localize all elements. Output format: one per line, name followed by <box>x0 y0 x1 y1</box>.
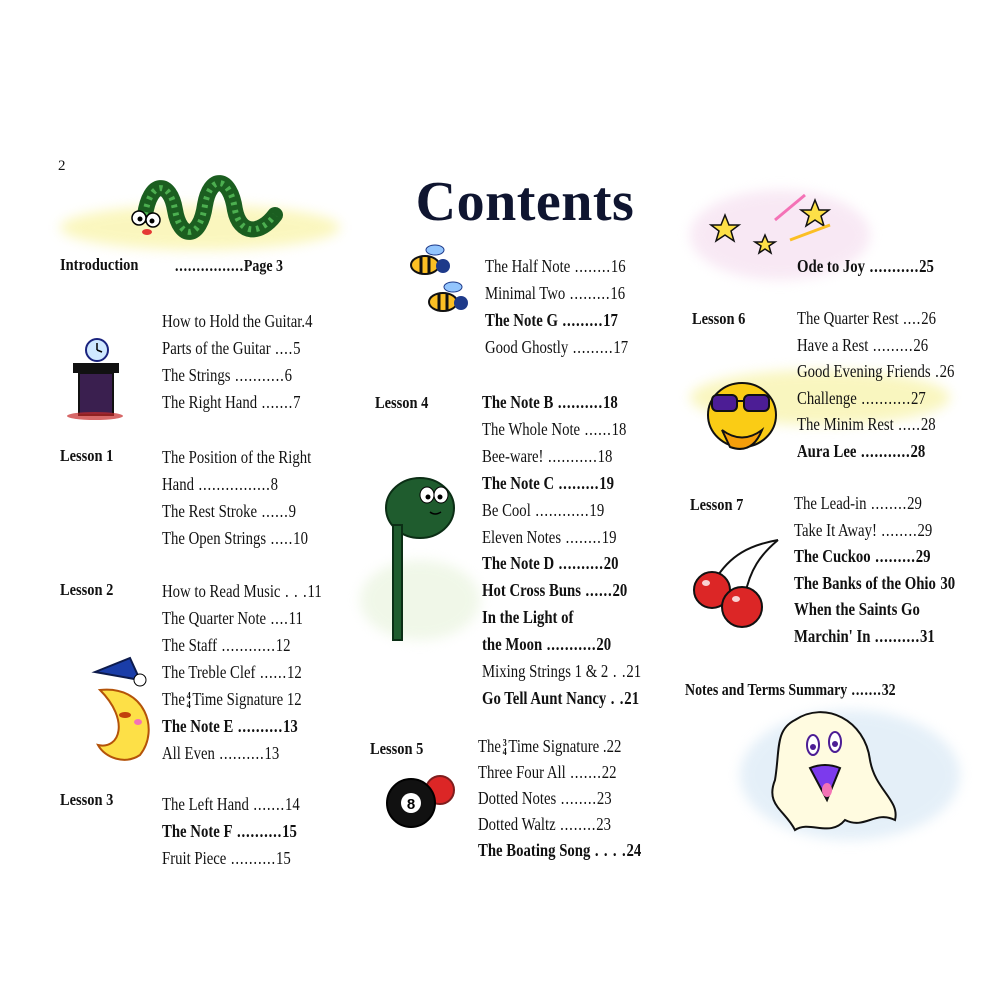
entry-dots: ........... <box>856 388 911 408</box>
entry-dots: ....... <box>248 794 285 814</box>
entry-page: 18 <box>602 392 618 412</box>
entry-dots: ........ <box>866 493 908 513</box>
toc-entry[interactable] <box>162 473 278 495</box>
toc-entry[interactable] <box>162 661 302 683</box>
entry-title: The Position of the Right <box>162 447 312 467</box>
entry-page: 16 <box>610 256 626 276</box>
entry-page: 20 <box>596 634 612 654</box>
entry-title: Time Signature <box>192 689 284 709</box>
entry-dots: ........... <box>230 365 285 385</box>
entry-page: 7 <box>293 392 301 412</box>
entry-title: The Rest Stroke <box>162 501 258 521</box>
entry-page: 17 <box>613 337 629 357</box>
toc-entry[interactable] <box>485 309 618 331</box>
toc-entry[interactable] <box>797 334 928 356</box>
entry-dots: .... <box>898 308 922 328</box>
toc-entry[interactable] <box>478 761 617 783</box>
toc-entry[interactable] <box>162 793 300 815</box>
toc-entry[interactable] <box>482 472 614 494</box>
entry-title: The Note E <box>162 716 234 736</box>
entry-page: 15 <box>275 848 291 868</box>
duck-sunglasses-icon <box>700 375 785 465</box>
toc-entry[interactable] <box>482 499 604 521</box>
entry-dots: ...... <box>580 419 612 439</box>
entry-page: 20 <box>612 580 628 600</box>
entry-title: The Right Hand <box>162 392 258 412</box>
entry-title: The Open Strings <box>162 528 267 548</box>
entry-title: Good Ghostly <box>485 337 569 357</box>
entry-page: 10 <box>293 528 308 548</box>
entry-title: Three Four All <box>478 762 566 782</box>
toc-entry[interactable] <box>162 364 292 386</box>
entry-title: the Moon <box>482 634 543 654</box>
toc-entry[interactable] <box>482 391 618 413</box>
entry-title: Parts of the Guitar <box>162 338 271 358</box>
entry-title: The Strings <box>162 365 231 385</box>
entry-page: .4 <box>301 311 313 331</box>
entry-title: Challenge <box>797 388 857 408</box>
toc-entry[interactable] <box>482 606 573 628</box>
entry-page: 14 <box>284 794 300 814</box>
toc-entry[interactable] <box>797 360 954 382</box>
entry-title: The Whole Note <box>482 419 581 439</box>
entry-title: The Boating Song <box>478 840 591 860</box>
toc-entry[interactable] <box>794 625 935 647</box>
entry-dots: .......... <box>233 716 283 736</box>
entry-page: 5 <box>293 338 301 358</box>
entry-page: 6 <box>284 365 292 385</box>
entry-page: 23 <box>596 788 612 808</box>
toc-entry[interactable] <box>162 337 301 359</box>
entry-dots: ............ <box>217 635 276 655</box>
toc-entry[interactable] <box>797 413 936 435</box>
entry-title: Time Signature <box>508 736 600 756</box>
toc-entry[interactable] <box>478 839 641 861</box>
entry-title: All Even <box>162 743 215 763</box>
half-note-character-icon <box>375 470 470 645</box>
entry-page: 26 <box>921 308 936 328</box>
entry-page: 8 <box>270 474 279 494</box>
toc-entry[interactable] <box>162 634 290 656</box>
entry-title: The Staff <box>162 635 218 655</box>
page-number: 2 <box>58 158 66 174</box>
time-signature-bottom: 4 <box>502 746 507 758</box>
entry-dots: ........ <box>876 520 918 540</box>
entry-title: The Quarter Note <box>162 608 267 628</box>
entry-page: 17 <box>603 310 618 330</box>
entry-dots: .......... <box>232 821 283 841</box>
entry-dots: ...... <box>580 580 613 600</box>
toc-entry[interactable] <box>162 820 297 842</box>
entry-page: 28 <box>910 441 926 461</box>
entry-title: Notes and Terms Summary <box>685 680 848 699</box>
entry-dots: ........ <box>556 788 597 808</box>
entry-title: Dotted Waltz <box>478 814 556 834</box>
entry-dots: ..... <box>893 414 921 434</box>
entry-page: 16 <box>610 283 626 303</box>
toc-entry[interactable] <box>794 492 922 514</box>
intro-label: Introduction <box>60 255 139 274</box>
entry-page: 29 <box>907 493 922 513</box>
toc-entry[interactable] <box>485 255 626 277</box>
toc-entry[interactable] <box>482 418 626 440</box>
entry-dots: ......... <box>568 337 614 357</box>
entry-dots: ......... <box>557 310 604 330</box>
entry-dots: ....... <box>565 762 602 782</box>
entry-page: 27 <box>910 388 926 408</box>
toc-entry[interactable] <box>478 813 611 835</box>
toc-entry[interactable] <box>485 336 628 358</box>
entry-page: 19 <box>601 527 617 547</box>
toc-entry[interactable] <box>162 500 296 522</box>
entry-page: 12 <box>286 689 302 709</box>
entry-page: 11 <box>288 608 303 628</box>
bees-icon <box>395 240 490 330</box>
entry-title: The Note F <box>162 821 233 841</box>
toc-entry[interactable] <box>478 735 621 757</box>
entry-page: 28 <box>920 414 936 434</box>
entry-title: The Quarter Rest <box>797 308 899 328</box>
intro-page: Page 3 <box>243 256 283 275</box>
shooting-stars-icon <box>705 185 845 265</box>
entry-title: Ode to Joy <box>797 256 866 276</box>
entry-page: 26 <box>913 335 929 355</box>
toc-entry[interactable] <box>794 598 920 620</box>
lesson-7-label: Lesson 7 <box>690 495 744 514</box>
toc-entry[interactable] <box>797 307 936 329</box>
toc-entry[interactable] <box>162 391 301 413</box>
ghost-icon <box>755 700 905 840</box>
toc-entry[interactable] <box>162 742 279 764</box>
entry-dots: . . . <box>280 581 308 601</box>
entry-title: In the Light of <box>482 607 574 627</box>
toc-entry[interactable] <box>794 519 932 541</box>
entry-dots: .......... <box>226 848 276 868</box>
entry-title: The Banks of the Ohio <box>794 573 936 593</box>
alarm-clock-icon <box>55 305 135 420</box>
entry-dots: .... <box>270 338 294 358</box>
time-signature-bottom: 4 <box>186 699 191 711</box>
entry-title: Bee-ware! <box>482 446 544 466</box>
entry-page: 20 <box>603 553 619 573</box>
entry-title: The <box>162 689 185 709</box>
entry-title: The Note C <box>482 473 555 493</box>
entry-dots: ......... <box>868 335 914 355</box>
toc-entry[interactable] <box>794 545 931 567</box>
entry-dots: ..... <box>266 528 294 548</box>
entry-dots: .......... <box>870 626 921 646</box>
entry-dots: ...... <box>255 662 288 682</box>
entry-page: 31 <box>920 626 935 646</box>
toc-entry[interactable] <box>797 255 934 277</box>
toc-entry[interactable] <box>162 580 322 602</box>
billiard-balls-icon <box>375 765 465 835</box>
entry-title: Good Evening Friends <box>797 361 931 381</box>
entry-title: Have a Rest <box>797 335 869 355</box>
entry-page: 23 <box>596 814 612 834</box>
entry-page: 18 <box>597 446 613 466</box>
entry-dots: ......... <box>870 546 916 566</box>
entry-dots: . <box>930 361 940 381</box>
intro-entry[interactable] <box>175 255 283 277</box>
entry-dots: ........ <box>555 814 597 834</box>
entry-title: Be Cool <box>482 500 531 520</box>
entry-title: Fruit Piece <box>162 848 227 868</box>
toc-entry[interactable] <box>162 527 308 549</box>
eight-ball-label: 8 <box>406 796 416 813</box>
entry-title: Marchin' In <box>794 626 871 646</box>
entry-dots: ........... <box>543 446 598 466</box>
entry-title: The Treble Clef <box>162 662 256 682</box>
entry-dots: ............ <box>530 500 590 520</box>
entry-title: Aura Lee <box>797 441 857 461</box>
entry-title: The Note G <box>485 310 558 330</box>
sleeping-moon-icon <box>70 650 165 770</box>
entry-title: The Cuckoo <box>794 546 871 566</box>
entry-title: Minimal Two <box>485 283 566 303</box>
entry-dots: ...... <box>257 501 289 521</box>
entry-dots: ......... <box>565 283 611 303</box>
entry-title: How to Read Music <box>162 581 281 601</box>
entry-page: 22 <box>601 762 617 782</box>
entry-dots: .... <box>266 608 289 628</box>
lesson-5-label: Lesson 5 <box>370 739 424 758</box>
entry-dots: ........... <box>865 256 920 276</box>
toc-entry[interactable] <box>162 446 311 468</box>
lesson-6-label: Lesson 6 <box>692 309 746 328</box>
entry-dots: . . <box>608 661 627 681</box>
toc-entry[interactable] <box>482 526 616 548</box>
entry-title: Go Tell Aunt Nancy <box>482 688 607 708</box>
toc-entry-summary[interactable] <box>685 679 896 701</box>
lesson-3-label: Lesson 3 <box>60 790 114 809</box>
entry-page: 19 <box>589 500 605 520</box>
toc-entry[interactable] <box>482 445 612 467</box>
entry-title: The Minim Rest <box>797 414 894 434</box>
entry-dots: ....... <box>257 392 294 412</box>
toc-entry[interactable] <box>478 787 612 809</box>
lesson-1-label: Lesson 1 <box>60 446 114 465</box>
entry-title: Mixing Strings 1 & 2 <box>482 661 609 681</box>
entry-page: 19 <box>599 473 615 493</box>
entry-dots: ........... <box>542 634 597 654</box>
entry-page: 13 <box>282 716 298 736</box>
toc-entry[interactable] <box>797 440 925 462</box>
entry-title: The Note B <box>482 392 554 412</box>
time-signature-top: 4 <box>186 690 191 702</box>
entry-page: 26 <box>939 361 955 381</box>
entry-title: How to Hold the Guitar <box>162 311 302 331</box>
toc-entry[interactable] <box>485 282 625 304</box>
time-signature-top: 3 <box>502 737 507 749</box>
entry-dots: . . <box>606 688 625 708</box>
entry-dots: ........ <box>561 527 602 547</box>
time-signature-icon <box>187 692 191 710</box>
cherries-icon <box>690 535 785 635</box>
toc-entry[interactable] <box>482 579 627 601</box>
lesson-2-label: Lesson 2 <box>60 580 114 599</box>
time-signature-icon <box>503 739 507 757</box>
entry-dots: .......... <box>554 553 604 573</box>
entry-page: 29 <box>917 520 933 540</box>
entry-page: .22 <box>602 736 622 756</box>
entry-page: 12 <box>275 635 291 655</box>
entry-title: The Left Hand <box>162 794 249 814</box>
toc-entry[interactable] <box>482 633 611 655</box>
entry-title: Eleven Notes <box>482 527 562 547</box>
entry-page: 18 <box>611 419 627 439</box>
entry-page: 30 <box>940 573 956 593</box>
lesson-4-label: Lesson 4 <box>375 393 429 412</box>
page-title: Contents <box>415 171 635 233</box>
entry-page: 29 <box>915 546 931 566</box>
toc-entry[interactable] <box>162 847 291 869</box>
entry-dots: .......... <box>553 392 603 412</box>
entry-dots: ................ <box>193 474 271 494</box>
toc-entry[interactable] <box>162 607 303 629</box>
toc-entry[interactable] <box>794 572 955 594</box>
entry-page: 11 <box>307 581 322 601</box>
entry-dots: . . . . <box>590 840 627 860</box>
entry-page: 32 <box>881 680 896 699</box>
entry-title: Dotted Notes <box>478 788 557 808</box>
toc-entry[interactable] <box>162 715 298 737</box>
entry-dots: ......... <box>554 473 600 493</box>
entry-page: 13 <box>264 743 280 763</box>
entry-page: 21 <box>626 661 642 681</box>
entry-title: Hand <box>162 474 194 494</box>
entry-title: The Half Note <box>485 256 571 276</box>
toc-entry[interactable] <box>797 387 926 409</box>
entry-title: When the Saints Go <box>794 599 920 619</box>
entry-title: The Lead-in <box>794 493 867 513</box>
entry-title: The <box>478 736 501 756</box>
toc-entry[interactable] <box>482 552 619 574</box>
toc-entry[interactable] <box>482 660 641 682</box>
entry-page: 21 <box>624 688 640 708</box>
entry-title: Take It Away! <box>794 520 877 540</box>
entry-page: 24 <box>626 840 642 860</box>
entry-page: 9 <box>288 501 297 521</box>
entry-dots: ........ <box>570 256 611 276</box>
entry-title: Hot Cross Buns <box>482 580 581 600</box>
entry-dots: ....... <box>847 680 882 699</box>
entry-title: The Note D <box>482 553 555 573</box>
entry-dots: .......... <box>214 743 265 763</box>
toc-entry[interactable] <box>162 688 302 710</box>
entry-page: 12 <box>287 662 302 682</box>
entry-page: 25 <box>919 256 934 276</box>
toc-entry[interactable] <box>162 310 312 332</box>
entry-page: 15 <box>282 821 297 841</box>
worm-icon <box>125 160 295 240</box>
toc-entry[interactable] <box>482 687 639 709</box>
entry-dots: ........... <box>856 441 911 461</box>
intro-dots: ................ <box>175 256 244 275</box>
